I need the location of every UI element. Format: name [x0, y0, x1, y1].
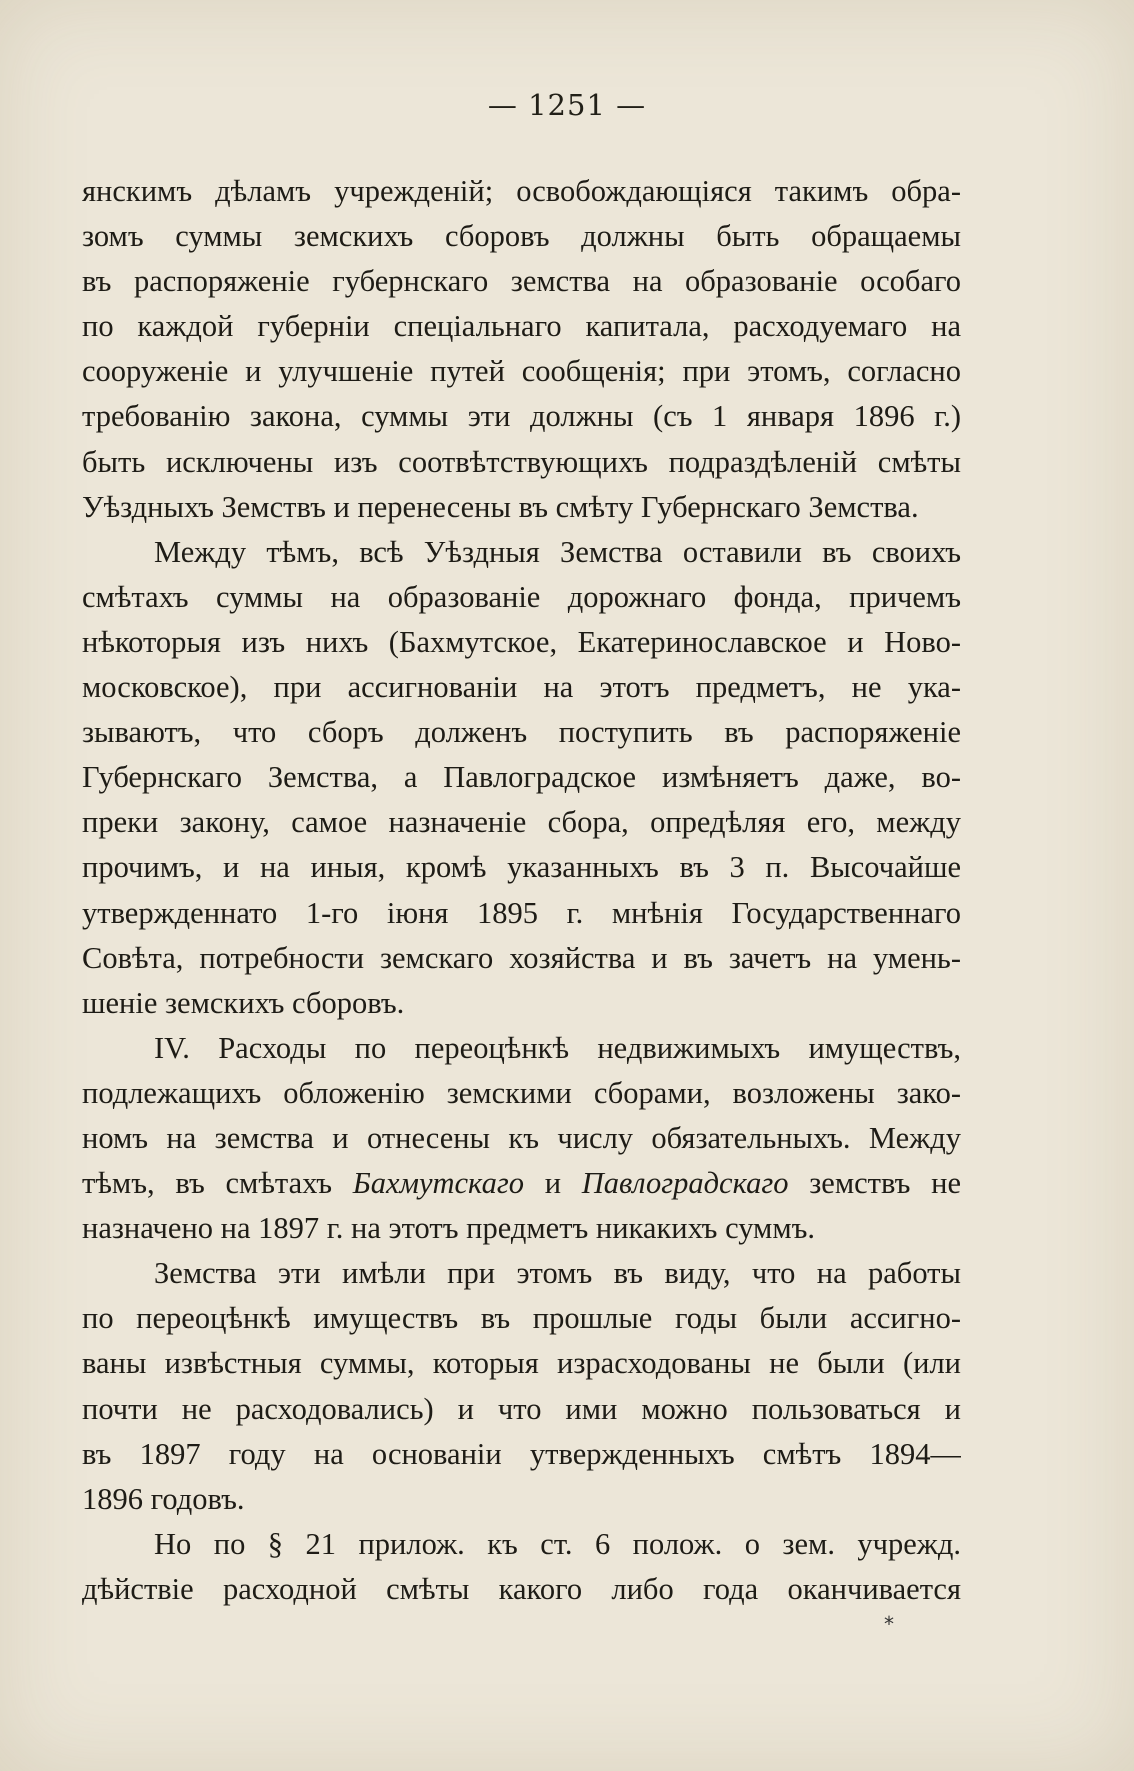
text-line: требованію закона, суммы эти должны (съ 1 января 1896 г.) — [82, 399, 961, 434]
text-line: смѣтахъ суммы на образованіе дорожнаго фонда, причемъ — [82, 579, 961, 614]
text-line: 1896 годовъ. — [82, 1481, 245, 1516]
text-line: преки закону, самое назначеніе сбора, опредѣляя его, между — [82, 805, 961, 840]
italic-name-pavlograd: Павлоградскаго — [581, 1166, 789, 1201]
text-line: утвержденнато 1-го іюня 1895 г. мнѣнія Государственнаго — [82, 895, 961, 930]
text-line: почти не расходовались) и что ими можно пользоваться и — [82, 1391, 961, 1426]
italic-name-bakhmut: Бахмутскаго — [352, 1166, 524, 1201]
paragraph-start-line: Между тѣмъ, всѣ Уѣздныя Земства оставили въ своихъ — [154, 534, 961, 569]
text-line: быть исключены изъ соотвѣтствующихъ подраздѣленій смѣты — [82, 444, 961, 479]
text-line: по переоцѣнкѣ имуществъ въ прошлые годы были ассигно- — [82, 1301, 961, 1336]
text-line: въ распоряженіе губернскаго земства на образованіе особаго — [82, 264, 961, 299]
paragraph-start-line: Но по § 21 прилож. къ ст. 6 полож. о зем. учрежд. — [154, 1526, 961, 1561]
text-line: назначено на 1897 г. на этотъ предметъ никакихъ суммъ. — [82, 1211, 816, 1246]
text-line: шеніе земскихъ сборовъ. — [82, 985, 405, 1020]
text-line: нѣкоторыя изъ нихъ (Бахмутское, Екатеринославское и Ново- — [82, 624, 961, 659]
text-run: тѣмъ, въ смѣтахъ — [82, 1166, 353, 1201]
page-number: — 1251 — — [487, 88, 647, 122]
text-line: Совѣта, потребности земскаго хозяйства и въ зачетъ на умень- — [82, 940, 961, 975]
text-run: и — [523, 1166, 582, 1201]
paragraph-start-line: IV. Расходы по переоцѣнкѣ недвижимыхъ имуществъ, — [154, 1030, 961, 1065]
text-line: ваны извѣстныя суммы, которыя израсходованы не были (или — [82, 1346, 961, 1381]
paragraph-start-line: Земства эти имѣли при этомъ въ виду, что на работы — [154, 1256, 961, 1291]
text-line: сооруженіе и улучшеніе путей сообщенія; при этомъ, согласно — [82, 354, 961, 389]
text-line-with-italics — [82, 1161, 961, 1206]
text-line: московское), при ассигнованіи на этотъ предметъ, не ука- — [82, 670, 961, 705]
text-line: зомъ суммы земскихъ сборовъ должны быть обращаемы — [82, 219, 961, 254]
footnote-asterisk: * — [884, 1612, 894, 1636]
text-line: зываютъ, что сборъ долженъ поступить въ распоряженіе — [82, 715, 961, 750]
text-line: прочимъ, и на иныя, кромѣ указанныхъ въ 3 п. Высочайше — [82, 850, 961, 885]
text-line: по каждой губерніи спеціальнаго капитала, расходуемаго на — [82, 309, 961, 344]
text-line: номъ на земства и отнесены къ числу обязательныхъ. Между — [82, 1120, 961, 1155]
text-line: въ 1897 году на основаніи утвержденныхъ смѣтъ 1894— — [82, 1436, 961, 1471]
text-line: Уѣздныхъ Земствъ и перенесены въ смѣту Губернскаго Земства. — [82, 489, 919, 524]
text-line: янскимъ дѣламъ учрежденій; освобождающіяся такимъ обра- — [82, 174, 961, 208]
text-line: подлежащихъ обложенію земскими сборами, возложены зако- — [82, 1075, 961, 1110]
text-line: дѣйствіе расходной смѣты какого либо года оканчивается — [82, 1571, 961, 1606]
body-text — [82, 169, 961, 1612]
text-line: Губернскаго Земства, а Павлоградское измѣняетъ даже, во- — [82, 760, 961, 795]
text-run: земствъ не — [788, 1166, 961, 1201]
